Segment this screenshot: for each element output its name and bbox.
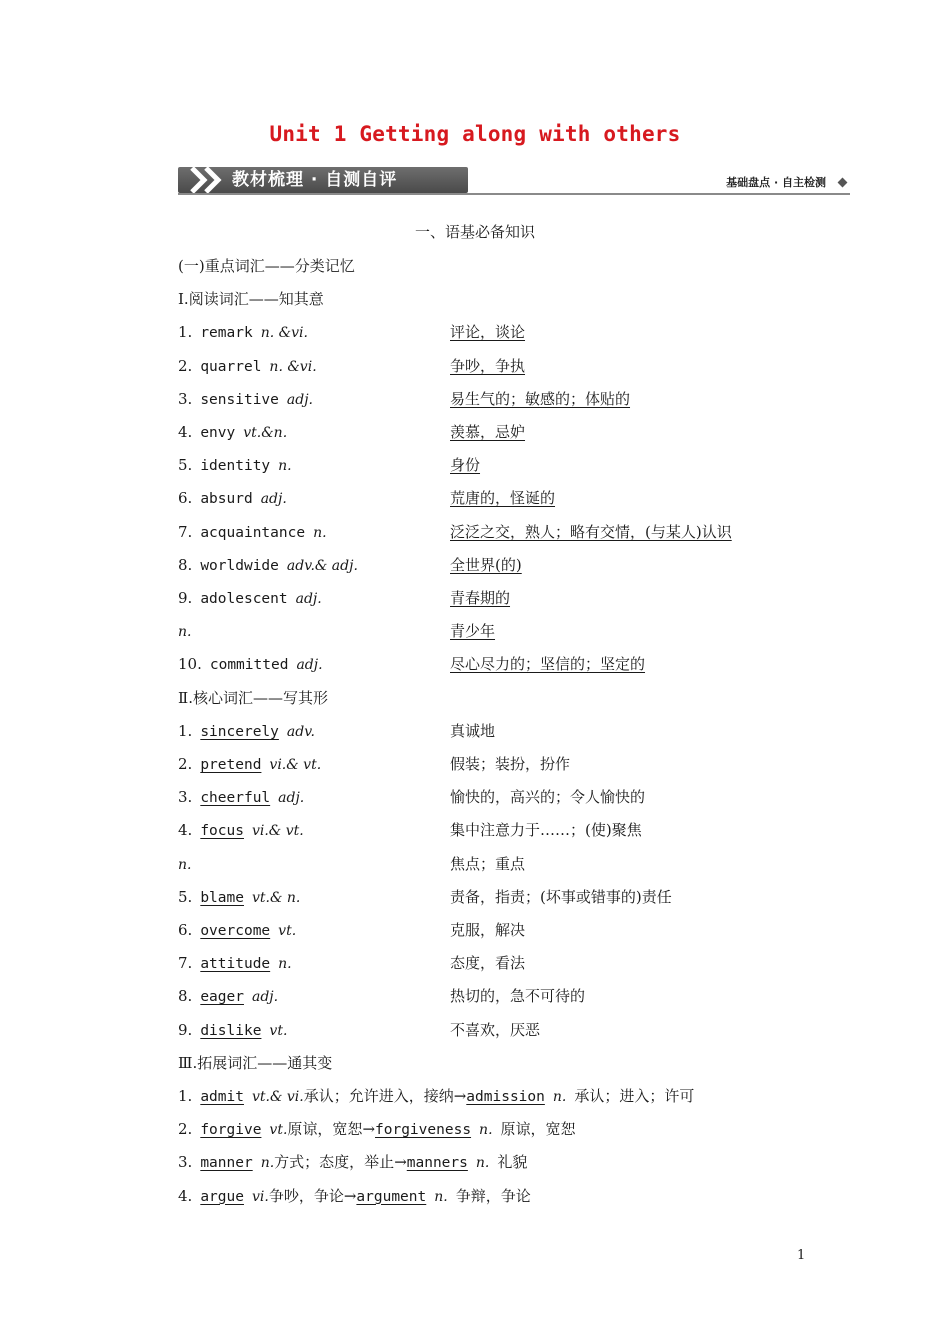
vocab-meaning xyxy=(450,652,645,676)
vocab-row xyxy=(178,918,858,942)
vocab-row xyxy=(178,752,858,776)
part-of-speech: adj. xyxy=(296,657,323,674)
part-of-speech: n. &vi. xyxy=(269,358,317,375)
item-number: 4. xyxy=(178,821,193,840)
part-of-speech: vi.& vt. xyxy=(251,823,304,840)
answer-text: 争吵，争执 xyxy=(450,356,526,375)
vocab-meaning xyxy=(450,354,525,378)
answer-word: dislike xyxy=(200,1022,262,1039)
vocab-row xyxy=(178,1184,858,1208)
vocab-term xyxy=(178,486,287,511)
vocab-row xyxy=(178,486,858,510)
vocab-term xyxy=(178,553,358,578)
item-number: 5. xyxy=(178,456,193,475)
vocab-row xyxy=(178,719,858,743)
item-number: 9. xyxy=(178,1020,193,1039)
derived-word: manners xyxy=(406,1155,468,1172)
vocab-meaning xyxy=(450,420,525,444)
part-of-speech: adj. xyxy=(251,989,279,1006)
vocab-term xyxy=(178,453,292,478)
vocab-meaning: 克服，解决 xyxy=(450,921,526,939)
vocab-row xyxy=(178,354,858,378)
vocab-meaning: 责备，指责；(坏事或错事的)责任 xyxy=(450,887,672,906)
derived-word: admission xyxy=(466,1089,545,1105)
part-of-speech: adj. xyxy=(278,790,305,807)
reading-vocab-heading xyxy=(178,287,858,311)
part-of-speech: adj. xyxy=(295,591,322,607)
vocab-meaning: 争吵，争论 xyxy=(268,1186,344,1205)
part-of-speech: vi.& vt. xyxy=(269,757,322,773)
part-of-speech: n. xyxy=(178,856,192,873)
answer-text: 易生气的；敏感的；体贴的 xyxy=(450,389,631,408)
item-number: 7. xyxy=(178,522,193,541)
answer-text: 泛泛之交，熟人；略有交情，(与某人)认识 xyxy=(450,522,732,541)
vocab-row xyxy=(178,652,858,676)
vocab-term xyxy=(178,719,315,744)
page-number: 1 xyxy=(797,1248,806,1263)
vocab-meaning xyxy=(450,387,630,411)
subsection-heading: Ⅲ.拓展词汇——通其变 xyxy=(178,1053,333,1072)
vocab-row xyxy=(178,320,858,344)
core-vocab-heading xyxy=(178,686,858,710)
part-of-speech: vt. xyxy=(278,923,297,939)
part-of-speech: n. xyxy=(479,1122,493,1139)
vocab-word: quarrel xyxy=(200,358,262,375)
answer-word: admit xyxy=(200,1089,244,1105)
answer-text: 荒唐的，怪诞的 xyxy=(450,489,556,508)
derived-word: argument xyxy=(356,1188,427,1205)
vocab-term xyxy=(178,1084,694,1109)
vocab-meaning: 方式；态度，举止 xyxy=(274,1153,395,1172)
vocab-meaning xyxy=(450,320,525,344)
item-number: 3. xyxy=(178,389,193,408)
vocab-term xyxy=(178,320,308,345)
derived-meaning: 争辩，争论 xyxy=(455,1186,531,1205)
vocab-word: acquaintance xyxy=(200,524,306,541)
vocab-term xyxy=(178,520,327,545)
item-number: 1. xyxy=(178,721,193,740)
derived-meaning: 原谅，宽恕 xyxy=(500,1120,576,1139)
item-number: 9. xyxy=(178,589,193,607)
answer-word: eager xyxy=(200,989,244,1006)
answer-text: 青少年 xyxy=(450,622,496,641)
section-banner xyxy=(178,165,850,197)
answer-word: manner xyxy=(200,1155,253,1172)
vocab-meaning xyxy=(450,453,480,477)
answer-word: pretend xyxy=(200,757,262,773)
vocab-term xyxy=(178,752,321,777)
vocab-meaning: 集中注意力于……；(使)聚焦 xyxy=(450,821,642,840)
derived-word: forgiveness xyxy=(375,1122,472,1139)
vocab-meaning: 态度，看法 xyxy=(450,954,526,973)
vocab-meaning: 真诚地 xyxy=(450,721,496,740)
vocab-row xyxy=(178,453,858,477)
answer-text: 羡慕，忌妒 xyxy=(450,423,526,441)
vocab-row xyxy=(178,1018,858,1042)
answer-word: focus xyxy=(200,823,244,840)
part-of-speech: n. xyxy=(260,1155,275,1172)
item-number: 3. xyxy=(178,788,193,807)
vocab-term xyxy=(178,785,304,810)
section-heading: 一、语基必备知识 xyxy=(414,223,535,241)
vocab-meaning: 不喜欢，厌恶 xyxy=(450,1020,541,1039)
vocab-meaning: 假装；装扮，扮作 xyxy=(450,755,571,773)
subsection-heading: Ⅱ.核心词汇——写其形 xyxy=(178,688,328,707)
vocab-word: sensitive xyxy=(200,391,279,408)
item-number: 2. xyxy=(178,1120,193,1139)
derived-meaning: 承认；进入；许可 xyxy=(574,1087,695,1105)
arrow-icon: → xyxy=(394,1153,407,1172)
vocab-meaning xyxy=(450,553,522,577)
part-of-speech: adv. xyxy=(286,723,315,740)
vocab-term xyxy=(178,1117,576,1142)
banner-divider xyxy=(178,193,850,195)
vocab-row xyxy=(178,1117,858,1141)
vocab-row xyxy=(178,387,858,411)
vocab-row xyxy=(178,818,858,842)
answer-text: 青春期的 xyxy=(450,589,511,607)
vocab-row xyxy=(178,586,858,610)
vocab-row xyxy=(178,420,858,444)
item-number: 5. xyxy=(178,887,193,906)
vocab-row xyxy=(178,1150,858,1174)
vocab-word: envy xyxy=(200,425,236,441)
item-number: 6. xyxy=(178,921,193,939)
item-number: 1. xyxy=(178,323,193,342)
vocab-term xyxy=(178,1184,531,1209)
part-of-speech: vt.&n. xyxy=(243,425,288,441)
item-number: 2. xyxy=(178,356,193,375)
vocab-row xyxy=(178,852,858,876)
part-of-speech: adj. xyxy=(260,491,287,508)
item-number: 3. xyxy=(178,1153,193,1172)
answer-word: overcome xyxy=(200,923,271,939)
item-number: 7. xyxy=(178,954,193,973)
vocab-meaning xyxy=(450,520,732,544)
answer-word: sincerely xyxy=(200,723,279,740)
part-of-speech: adj. xyxy=(286,391,313,408)
part-of-speech: n. xyxy=(552,1089,567,1105)
vocab-row xyxy=(178,951,858,975)
item-number: 4. xyxy=(178,1186,193,1205)
banner-subtitle: 基础盘点 · 自主检测 xyxy=(726,176,826,189)
vocab-term xyxy=(178,951,292,976)
arrow-icon: → xyxy=(453,1087,467,1105)
vocab-meaning: 焦点；重点 xyxy=(450,854,526,873)
subsection-heading: (一)重点词汇——分类记忆 xyxy=(178,257,355,275)
answer-word: cheerful xyxy=(200,790,271,807)
answer-word: blame xyxy=(200,889,244,906)
vocab-term xyxy=(178,619,191,644)
item-number: 8. xyxy=(178,555,193,574)
vocab-term xyxy=(178,918,296,943)
vocab-row xyxy=(178,553,858,577)
vocab-row xyxy=(178,885,858,909)
vocab-term xyxy=(178,852,191,877)
vocab-row xyxy=(178,984,858,1008)
vocab-word: committed xyxy=(209,657,289,674)
answer-word: argue xyxy=(200,1188,244,1205)
extended-vocab-heading xyxy=(178,1051,858,1075)
vocab-term xyxy=(178,1018,287,1043)
vocab-row xyxy=(178,1084,858,1108)
vocab-term xyxy=(178,652,323,677)
vocab-term xyxy=(178,1150,527,1175)
vocab-word: remark xyxy=(200,325,253,342)
answer-word: attitude xyxy=(200,956,271,973)
vocab-word: worldwide xyxy=(200,557,279,574)
arrow-icon: → xyxy=(343,1186,357,1205)
vocab-meaning xyxy=(450,586,510,610)
vocab-term xyxy=(178,420,287,445)
item-number: 1. xyxy=(178,1087,193,1105)
vocab-term xyxy=(178,818,304,843)
vocab-meaning: 愉快的，高兴的；令人愉快的 xyxy=(450,788,646,807)
part-of-speech: n. xyxy=(278,458,292,475)
page-title: Unit 1 Getting along with others xyxy=(269,122,681,146)
vocab-term xyxy=(178,885,300,910)
vocab-meaning: 原谅，宽恕 xyxy=(287,1120,363,1139)
answer-text: 全世界(的) xyxy=(450,555,522,574)
derived-meaning: 礼貌 xyxy=(497,1153,528,1172)
part-of-speech: n. xyxy=(178,624,192,641)
part-of-speech: adv.& adj. xyxy=(286,557,358,574)
vocab-term xyxy=(178,387,313,412)
part-of-speech: n. &vi. xyxy=(260,325,308,342)
vocab-meaning xyxy=(450,619,495,643)
vocab-row xyxy=(178,619,858,643)
item-number: 4. xyxy=(178,423,193,441)
vocab-word: adolescent xyxy=(200,591,288,607)
answer-word: forgive xyxy=(200,1122,262,1139)
vocab-term xyxy=(178,984,278,1009)
vocab-word: identity xyxy=(200,458,271,475)
answer-text: 尽心尽力的；坚信的；坚定的 xyxy=(450,655,646,674)
banner-title: 教材梳理 · 自测自评 xyxy=(232,170,398,190)
vocab-meaning: 热切的，急不可待的 xyxy=(450,987,586,1006)
subsection-heading: Ⅰ.阅读词汇——知其意 xyxy=(178,290,324,309)
item-number: 2. xyxy=(178,755,193,773)
group-heading xyxy=(178,254,858,278)
part-of-speech: n. xyxy=(278,956,292,973)
part-of-speech: vt. xyxy=(269,1022,288,1039)
double-chevron-icon xyxy=(188,166,232,194)
vocab-word: absurd xyxy=(200,491,253,508)
vocab-meaning: 承认；允许进入，接纳 xyxy=(303,1087,454,1105)
item-number: 6. xyxy=(178,489,193,508)
part-of-speech: n. xyxy=(313,524,327,541)
part-of-speech: n. xyxy=(475,1155,490,1172)
vocab-row xyxy=(178,520,858,544)
part-of-speech: vt.& vi. xyxy=(251,1089,304,1105)
part-of-speech: n. xyxy=(434,1188,448,1205)
vocab-meaning xyxy=(450,486,555,510)
vocab-term xyxy=(178,586,322,611)
part-of-speech: vi. xyxy=(251,1188,269,1205)
item-number: 10. xyxy=(178,655,202,674)
vocab-term xyxy=(178,354,317,379)
answer-text: 评论，谈论 xyxy=(450,323,526,342)
part-of-speech: vt.& n. xyxy=(251,889,301,906)
answer-text: 身份 xyxy=(450,456,481,475)
part-of-speech: vt. xyxy=(269,1122,288,1139)
vocab-row xyxy=(178,785,858,809)
item-number: 8. xyxy=(178,987,193,1006)
diamond-icon xyxy=(838,178,848,188)
arrow-icon: → xyxy=(362,1120,376,1139)
